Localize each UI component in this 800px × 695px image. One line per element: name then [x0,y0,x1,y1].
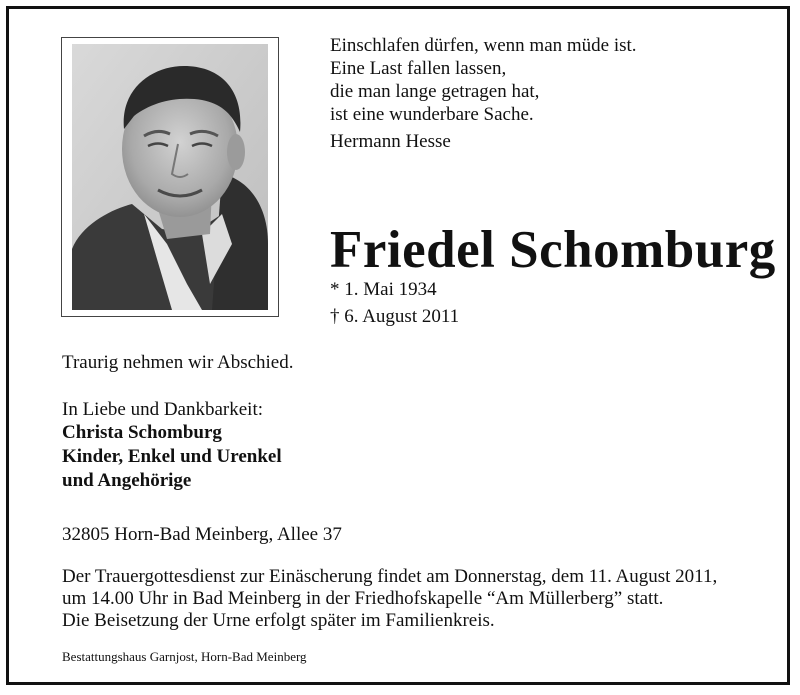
address: 32805 Horn-Bad Meinberg, Allee 37 [62,524,342,545]
life-dates [330,276,459,330]
death-date: † 6. August 2011 [330,306,460,327]
service-line: Die Beisetzung der Urne erfolgt später im Familienkreis. [62,610,495,631]
service-info [62,566,782,632]
service-line: um 14.00 Uhr in Bad Meinberg in der Friedhofskapelle “Am Müllerberg” statt. [62,588,664,609]
mourner-name: Christa Schomburg [62,422,222,443]
mourners-list [62,421,282,493]
birth-date: * 1. Mai 1934 [330,279,437,300]
quote-line: ist eine wunderbare Sache. [330,104,534,125]
mourners-intro: In Liebe und Dankbarkeit: [62,399,264,420]
quote-line: Eine Last fallen lassen, [330,58,507,79]
hesse-quote [330,34,637,153]
service-line: Der Trauergottesdienst zur Einäscherung findet am Donnerstag, dem 11. August 2011, [62,566,718,587]
quote-line: Einschlafen dürfen, wenn man müde ist. [330,35,637,56]
mourner-name: und Angehörige [62,470,192,491]
mourner-name: Kinder, Enkel und Urenkel [62,446,282,467]
quote-line: die man lange getragen hat, [330,81,540,102]
farewell-text: Traurig nehmen wir Abschied. [62,352,294,373]
portrait-image [72,44,268,310]
portrait-photo [61,37,279,317]
undertaker: Bestattungshaus Garnjost, Horn-Bad Meinberg [62,649,307,664]
quote-author: Hermann Hesse [330,131,451,152]
deceased-name: Friedel Schomburg [330,221,776,279]
